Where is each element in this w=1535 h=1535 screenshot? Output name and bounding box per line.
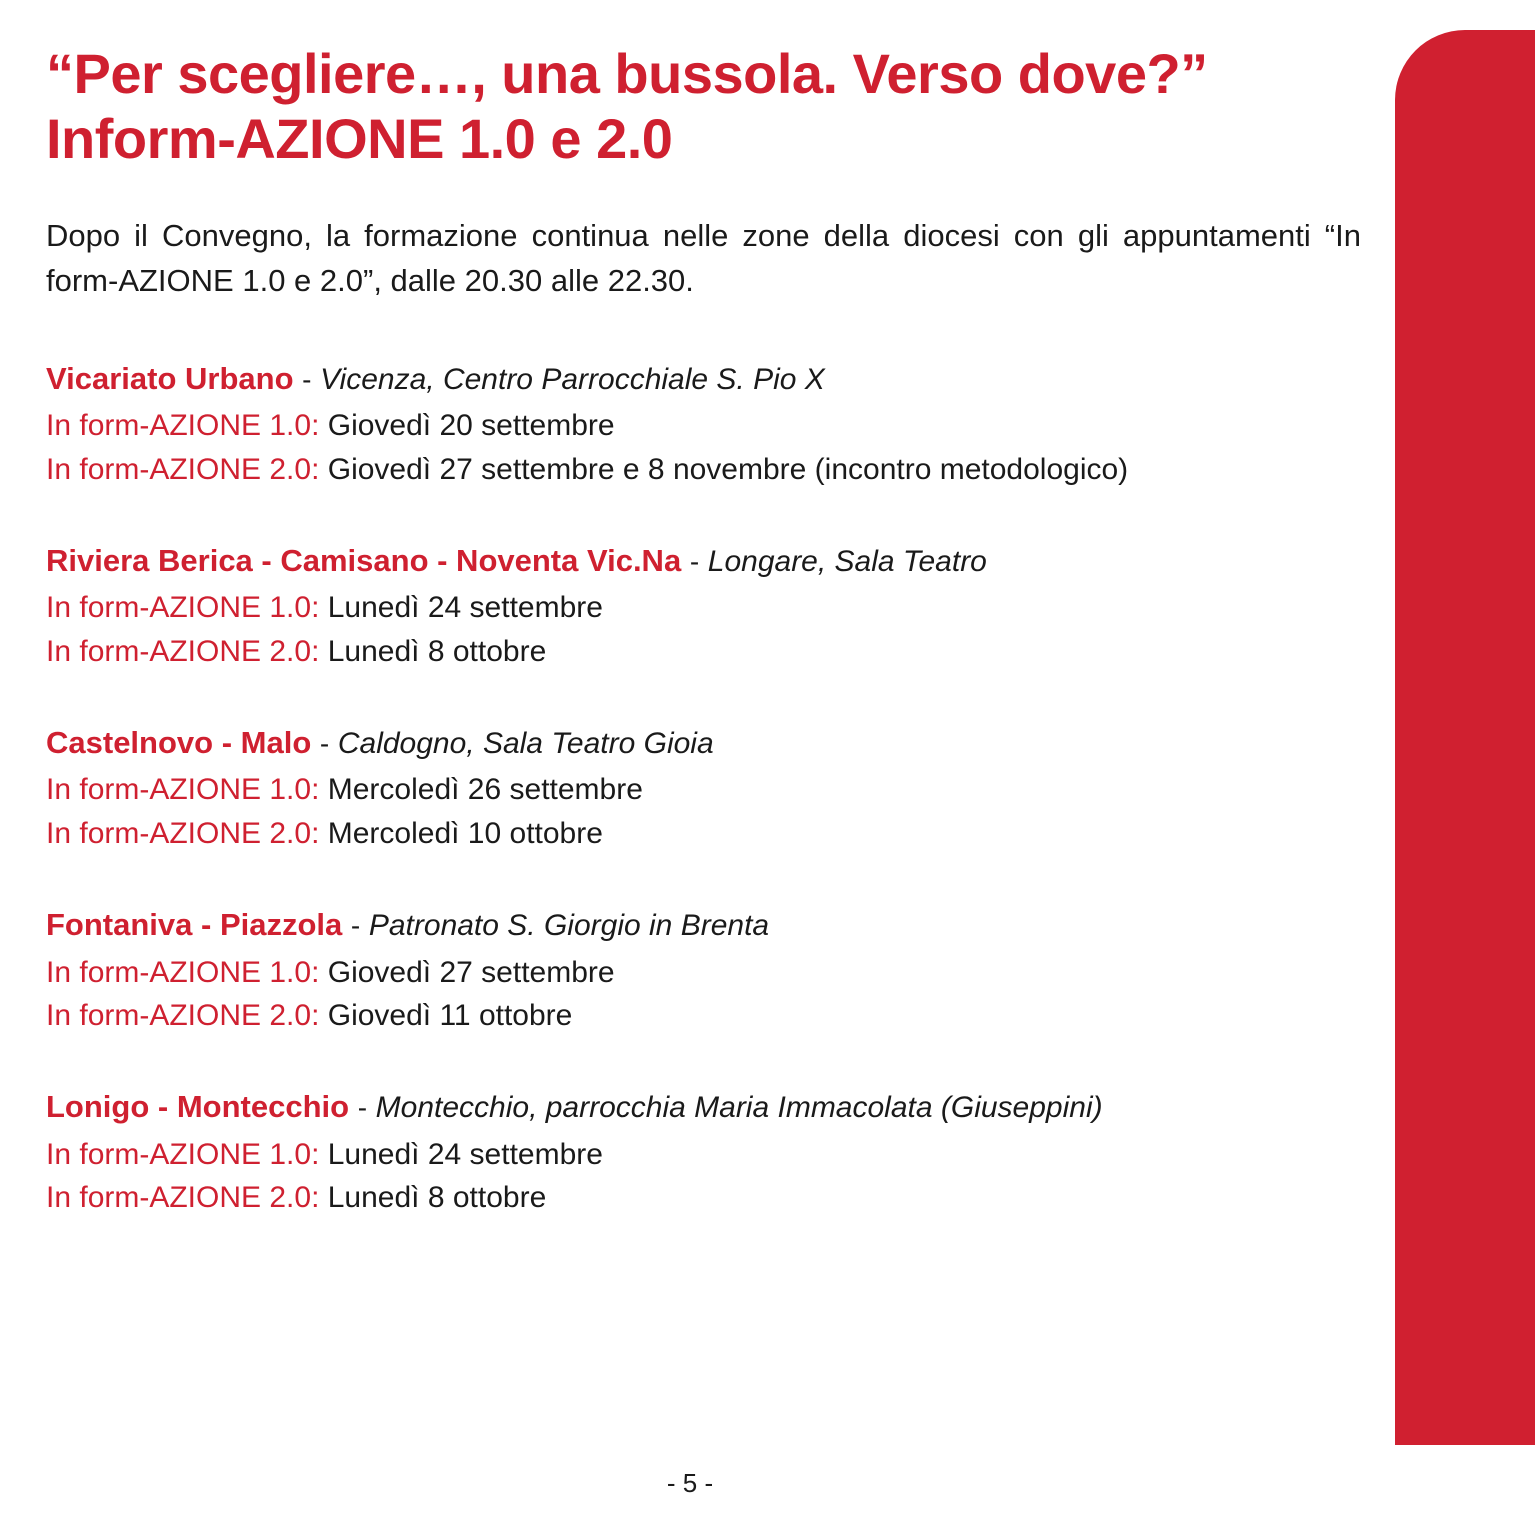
page-title-line-2: Inform-AZIONE 1.0 e 2.0 bbox=[46, 106, 673, 170]
session-label: In form-AZIONE 2.0: bbox=[46, 453, 320, 487]
zone-venue: Caldogno, Sala Teatro Gioia bbox=[337, 726, 714, 760]
zone-dash: - bbox=[357, 1092, 368, 1124]
session-date: Mercoledì 26 settembre bbox=[327, 773, 643, 807]
zone-session-row bbox=[46, 586, 1366, 630]
zone-dash: - bbox=[689, 545, 700, 577]
session-date: Lunedì 24 settembre bbox=[327, 591, 603, 625]
session-date: Lunedì 8 ottobre bbox=[327, 635, 547, 669]
page-content bbox=[46, 42, 1366, 1220]
zone-name: Vicariato Urbano bbox=[46, 360, 294, 396]
zone-session-row bbox=[46, 1133, 1366, 1177]
zone-heading bbox=[46, 358, 1366, 401]
session-label: In form-AZIONE 2.0: bbox=[46, 635, 320, 669]
zone-name: Riviera Berica - Camisano - Noventa Vic.Na bbox=[46, 542, 682, 578]
zone-entry bbox=[46, 540, 1366, 674]
zone-name: Castelnovo - Malo bbox=[46, 724, 312, 760]
session-date: Giovedì 27 settembre e 8 novembre (incontro metodologico) bbox=[327, 453, 1129, 487]
session-date: Giovedì 27 settembre bbox=[327, 955, 615, 989]
session-label: In form-AZIONE 1.0: bbox=[46, 591, 320, 625]
zone-venue: Vicenza, Centro Parrocchiale S. Pio X bbox=[320, 362, 825, 396]
decorative-red-bar bbox=[1395, 30, 1535, 1445]
zone-venue: Montecchio, parrocchia Maria Immacolata (Giuseppini) bbox=[375, 1091, 1103, 1125]
session-label: In form-AZIONE 1.0: bbox=[46, 409, 320, 443]
zone-entry bbox=[46, 722, 1366, 856]
session-label: In form-AZIONE 1.0: bbox=[46, 773, 320, 807]
zone-heading bbox=[46, 1086, 1366, 1129]
page-title bbox=[46, 42, 1366, 172]
zone-entry bbox=[46, 904, 1366, 1038]
zone-heading bbox=[46, 540, 1366, 583]
session-label: In form-AZIONE 2.0: bbox=[46, 1181, 320, 1215]
intro-paragraph: Dopo il Convegno, la formazione continua nelle zone della diocesi con gli appuntamenti “In form-AZIONE 1.0 e 2.0”, dalle 20.30 alle 22.30. bbox=[46, 217, 1361, 298]
zone-session-row bbox=[46, 630, 1366, 674]
page-title-line-1: “Per scegliere…, una bussola. Verso dove?” bbox=[46, 42, 1208, 105]
session-label: In form-AZIONE 1.0: bbox=[46, 1137, 320, 1171]
session-date: Giovedì 20 settembre bbox=[327, 409, 615, 443]
zone-name: Lonigo - Montecchio bbox=[46, 1089, 350, 1125]
zone-entry bbox=[46, 1086, 1366, 1220]
zone-session-row bbox=[46, 448, 1366, 492]
zone-dash: - bbox=[319, 727, 330, 759]
zone-session-row bbox=[46, 404, 1366, 448]
zone-session-row bbox=[46, 1176, 1366, 1220]
session-date: Lunedì 24 settembre bbox=[327, 1137, 603, 1171]
zone-entry bbox=[46, 358, 1366, 492]
zones-list bbox=[46, 358, 1366, 1220]
session-label: In form-AZIONE 2.0: bbox=[46, 999, 320, 1033]
session-date: Lunedì 8 ottobre bbox=[327, 1181, 547, 1215]
zone-session-row bbox=[46, 812, 1366, 856]
session-label: In form-AZIONE 1.0: bbox=[46, 955, 320, 989]
page-number: - 5 - bbox=[666, 1468, 714, 1498]
zone-session-row bbox=[46, 768, 1366, 812]
session-date: Mercoledì 10 ottobre bbox=[327, 817, 603, 851]
zone-session-row bbox=[46, 951, 1366, 995]
zone-dash: - bbox=[350, 910, 361, 942]
zone-dash: - bbox=[302, 363, 312, 395]
zone-heading bbox=[46, 904, 1366, 947]
zone-heading bbox=[46, 722, 1366, 765]
session-date: Giovedì 11 ottobre bbox=[327, 999, 573, 1033]
zone-venue: Patronato S. Giorgio in Brenta bbox=[368, 909, 770, 943]
zone-session-row bbox=[46, 994, 1366, 1038]
session-label: In form-AZIONE 2.0: bbox=[46, 817, 320, 851]
zone-venue: Longare, Sala Teatro bbox=[707, 544, 987, 578]
zone-name: Fontaniva - Piazzola bbox=[46, 907, 343, 943]
